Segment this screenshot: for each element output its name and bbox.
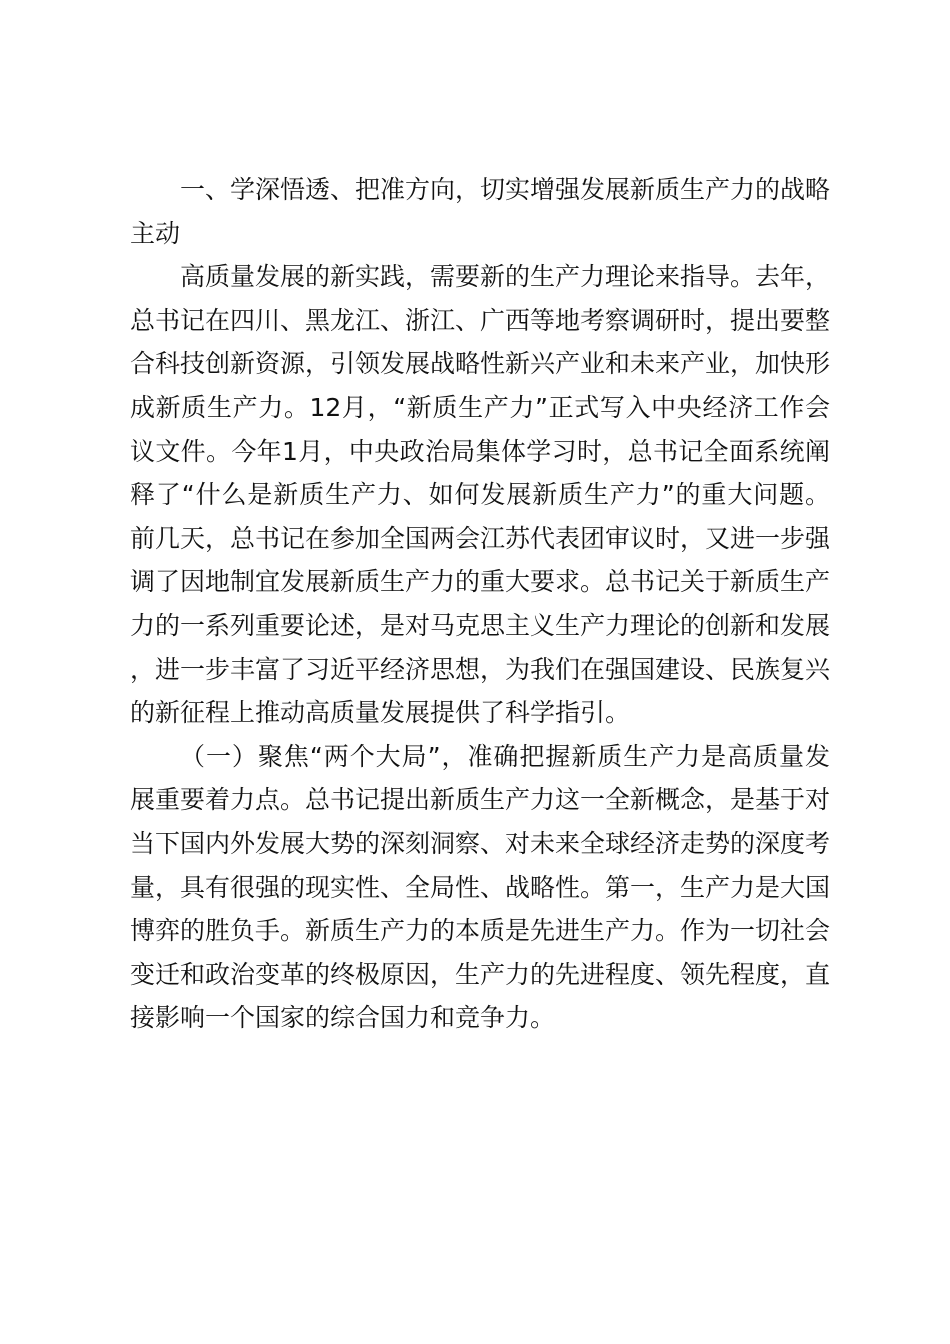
body-paragraph: 高质量发展的新实践，需要新的生产力理论来指导。去年，总书记在四川、黑龙江、浙江、广西等地考察调研时，提出要整合科技创新资源，引领发展战略性新兴产业和未来产业，加快形成新质生产力。12月，“新质生产力”正式写入中央经济工作会议文件。今年1月，中央政治局集体学习时，总书记全面系统阐释了“什么是新质生产力、如何发展新质生产力”的重大问题。前几天，总书记在参加全国两会江苏代表团审议时，又进一步强调了因地制宜发展新质生产力的重大要求。总书记关于新质生产力的一系列重要论述，是对马克思主义生产力理论的创新和发展，进一步丰富了习近平经济思想，为我们在强国建设、民族复兴的新征程上推动高质量发展提供了科学指引。 bbox=[130, 262, 831, 728]
body-paragraph: （一）聚焦“两个大局”，准确把握新质生产力是高质量发展重要着力点。总书记提出新质生产力这一全新概念，是基于对当下国内外发展大势的深刻洞察、对未来全球经济走势的深度考量，具有很强的现实性、全局性、战略性。第一，生产力是大国博弈的胜负手。新质生产力的本质是先进生产力。作为一切社会变迁和政治变革的终极原因，生产力的先进程度、领先程度，直接影响一个国家的综合国力和竞争力。 bbox=[130, 741, 831, 1033]
document-body bbox=[130, 168, 830, 1040]
section-heading: 一、学深悟透、把准方向，切实增强发展新质生产力的战略主动 bbox=[130, 175, 831, 248]
